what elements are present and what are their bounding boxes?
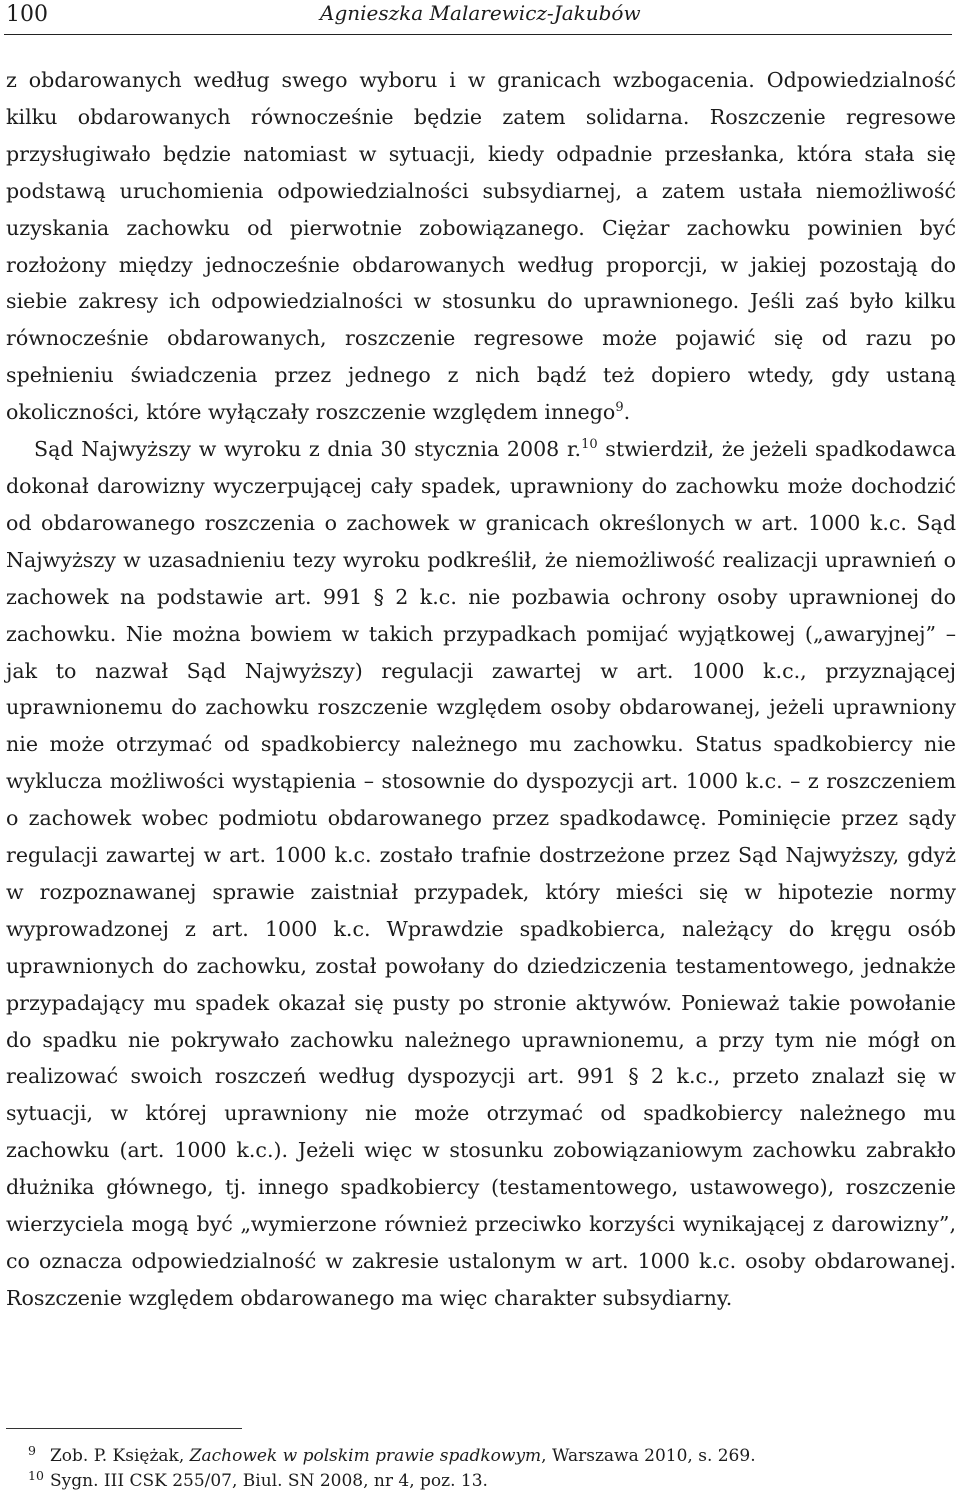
- paragraph-1-text: z obdarowanych według swego wyboru i w granicach wzbogacenia. Odpowiedzialność kilku obdarowanych równocześnie będzie zatem solidarna. Roszczenie regresowe przysługiwało będzie natomiast w sytuacji, kiedy odpadnie przesłanka, która stała się podstawą uruchomienia odpowiedzialności subsydiarnej, a zatem ustała niemożliwość uzyskania zachowku od pierwotnie zobowiązanego. Ciężar zachowku powinien być rozłożony między jednocześnie obdarowanych według proporcji, w jakiej pozostają do siebie zakresy ich odpowiedzialności w stosunku do uprawnionego. Jeśli zaś było kilku równocześnie obdarowanych, roszczenie regresowe może pojawić się od razu po spełnieniu świadczenia przez jednego z nich bądź też dopiero wtedy, gdy ustaną okoliczności, które wyłączały roszczenie względem innego: [6, 68, 956, 425]
- page-header: [4, 0, 952, 35]
- running-head-author: Agnieszka Malarewicz-Jakubów: [320, 1, 641, 25]
- footnote-10: [28, 1468, 950, 1494]
- footnote-9: [28, 1443, 950, 1469]
- footnote-ref-9[interactable]: 9: [615, 400, 624, 416]
- paragraph-2-lead: Sąd Najwyższy w wyroku z dnia 30 stycznia 2008 r.: [34, 437, 582, 462]
- footnote-separator: [6, 1428, 242, 1429]
- body-text: [6, 62, 956, 1317]
- footnote-ref-10[interactable]: 10: [581, 437, 598, 453]
- paragraph-2: [6, 431, 956, 1317]
- footnotes: [28, 1443, 950, 1494]
- footnote-mark: 9: [28, 1443, 36, 1458]
- paragraph-2-text: stwierdził, że jeżeli spadkodawca dokonał darowizny wyczerpującej cały spadek, uprawniony do zachowku może dochodzić od obdarowanego roszczenia o zachowek w granicach określonych w art. 1000 k.c. Sąd Najwyższy w uzasadnieniu tezy wyroku podkreślił, że niemożliwość realizacji uprawnień o zachowek na podstawie art. 991 § 2 k.c. nie pozbawia ochrony osoby uprawnionej do zachowku. Nie można bowiem w takich przypadkach pomijać wyjątkowej („awaryjnej” – jak to nazwał Sąd Najwyższy) regulacji zawartej w art. 1000 k.c., przyznającej uprawnionemu do zachowku roszczenie względem osoby obdarowanej, jeżeli uprawniony nie może otrzymać od spadkobiercy należnego mu zachowku. Status spadkobiercy nie wyklucza możliwości wystąpienia – stosownie do dyspozycji art. 1000 k.c. – z roszczeniem o zachowek wobec podmiotu obdarowanego przez spadkodawcę. Pominięcie przez sądy regulacji zawartej w art. 1000 k.c. zostało trafnie dostrzeżone przez Sąd Najwyższy, gdyż w rozpoznawanej sprawie zaistniał przypadek, który mieści się w hipotezie normy wyprowadzonej z art. 1000 k.c. Wprawdzie spadkobierca, należący do kręgu osób uprawnionych do zachowku, został powołany do dziedziczenia testamentowego, jednakże przypadający mu spadek okazał się pusty po stronie aktywów. Ponieważ takie powołanie do spadku nie pokrywało zachowku należnego uprawnionemu, a przy tym nie mógł on realizować swoich roszczeń według dyspozycji art. 991 § 2 k.c., przeto znalazł się w sytuacji, w której uprawniony nie może otrzymać od spadkobiercy należnego mu zachowku (art. 1000 k.c.). Jeżeli więc w stosunku zobowiązaniowym zachowku zabrakło dłużnika głównego, tj. innego spadkobiercy (testamentowego, ustawowego), roszczenie wierzyciela mogą być „wymierzone również przeciwko korzyści wynikającej z darowizny”, co oznacza odpowiedzialność w zakresie ustalonym w art. 1000 k.c. osoby obdarowanej. Roszczenie względem obdarowanego ma więc charakter subsydiarny.: [6, 437, 956, 1310]
- footnote-text: Sygn. III CSK 255/07, Biul. SN 2008, nr 4, poz. 13.: [50, 1471, 488, 1491]
- paragraph-1-end: .: [623, 400, 631, 425]
- footnote-text: Zob. P. Księżak,: [50, 1446, 190, 1466]
- paragraph-1: [6, 62, 956, 431]
- footnote-text-end: , Warszawa 2010, s. 269.: [541, 1446, 756, 1466]
- footnote-mark: 10: [28, 1468, 44, 1483]
- footnote-book-title: Zachowek w polskim prawie spadkowym: [189, 1446, 542, 1466]
- page-number: 100: [6, 2, 48, 27]
